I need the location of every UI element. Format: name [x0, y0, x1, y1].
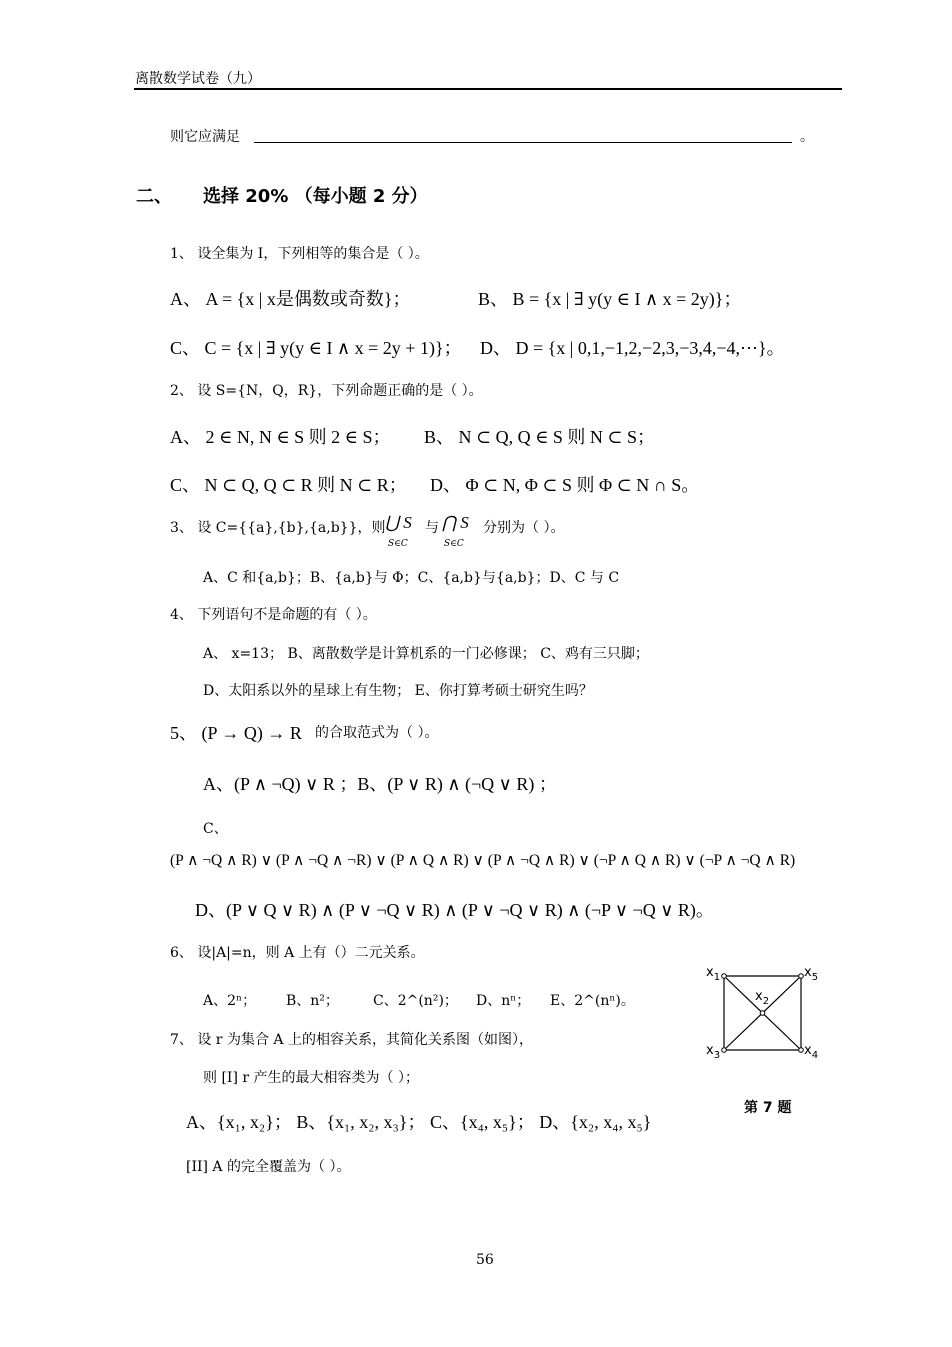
q3-union-expr: ⋃ S	[385, 513, 412, 532]
q4-stem: 4、 下列语句不是命题的有（ ）。	[170, 607, 377, 623]
q3-stem-post: 分别为（ ）。	[483, 520, 565, 536]
q4-options-line1: A、 x=13； B、离散数学是计算机系的一门必修课； C、鸡有三只脚；	[203, 646, 649, 662]
q7-part1: 则 [I] r 产生的最大相容类为（ ）；	[203, 1070, 419, 1086]
fill-suffix: 。	[800, 129, 814, 145]
q6-option-a: A、2ⁿ；	[203, 993, 257, 1009]
node-x3	[722, 1048, 727, 1053]
node-x4	[799, 1048, 804, 1053]
q1-option-b: B、 B = {x | ∃ y(y ∈ I ∧ x = 2y)}；	[478, 289, 742, 309]
q2-option-c: C、 N ⊂ Q, Q ⊂ R 则 N ⊂ R；	[170, 475, 407, 495]
q1-option-d: D、 D = {x | 0,1,−1,2,−2,3,−3,4,−4,⋯}。	[480, 338, 785, 358]
node-x5	[799, 974, 804, 979]
node-x2	[760, 1011, 765, 1016]
q2-option-b: B、 N ⊂ Q, Q ∈ S 则 N ⊂ S；	[424, 427, 656, 447]
q5-options-ab: A、(P ∧ ¬Q) ∨ R ；B、(P ∨ R) ∧ (¬Q ∨ R) ；	[203, 774, 557, 794]
label-x3: $x_3$	[706, 1043, 721, 1061]
q3-and: 与	[425, 520, 439, 536]
q4-options-line2: D、太阳系以外的星球上有生物； E、你打算考硕士研究生吗？	[203, 683, 593, 699]
q5-stem-expr: 5、 (P → Q) → R	[170, 723, 302, 743]
relation-graph-figure	[700, 962, 830, 1064]
q6-stem: 6、 设|A|=n，则 A 上有（）二元关系。	[170, 945, 425, 961]
label-x4: $x_4$	[804, 1043, 819, 1061]
label-x5: $x_5$	[804, 965, 819, 983]
label-x1: $x_1$	[706, 965, 721, 983]
q2-option-d: D、 Φ ⊂ N, Φ ⊂ S 则 Φ ⊂ N ∩ S。	[430, 475, 700, 495]
q6-option-d: D、nⁿ；	[476, 993, 531, 1009]
q1-option-c: C、 C = {x | ∃ y(y ∈ I ∧ x = 2y + 1)}；	[170, 338, 462, 358]
answer-blank-line	[254, 142, 792, 143]
fill-prefix: 则它应满足	[170, 129, 240, 145]
q3-stem-pre: 3、 设 C={{a},{b},{a,b}}，则	[170, 520, 386, 536]
page-number: 56	[476, 1252, 494, 1268]
node-x1	[722, 974, 727, 979]
q2-stem: 2、 设 S={N，Q，R}，下列命题正确的是（ ）。	[170, 383, 483, 399]
q5-option-c-label: C、	[203, 821, 228, 837]
q6-option-c: C、2^(n²)；	[373, 993, 458, 1009]
q1-option-a: A、 A = {x | x是偶数或奇数}；	[170, 289, 411, 309]
section-number: 二、	[136, 186, 172, 207]
q3-inter-subscript: S∈C	[444, 539, 464, 549]
q7-stem: 7、 设 r 为集合 A 上的相容关系，其简化关系图（如图），	[170, 1032, 533, 1048]
q5-stem-post: 的合取范式为（ ）。	[315, 725, 439, 741]
figure-caption: 第 7 题	[744, 1100, 792, 1116]
label-x2: $x_2$	[755, 989, 770, 1007]
header-rule	[134, 88, 842, 90]
q5-option-d: D、(P ∨ Q ∨ R) ∧ (P ∨ ¬Q ∨ R) ∧ (P ∨ ¬Q ∨ R) ∧ (¬P ∨ ¬Q ∨ R)。	[195, 900, 714, 920]
page-header: 离散数学试卷（九）	[135, 71, 261, 87]
q3-intersection-expr: ⋂ S	[442, 513, 469, 532]
q3-options: A、C 和{a,b}；B、{a,b}与 Φ；C、{a,b}与{a,b}；D、C 与 C	[203, 570, 620, 586]
q3-union-subscript: S∈C	[388, 539, 408, 549]
q6-option-b: B、n²；	[286, 993, 339, 1009]
q7-part2: [II] A 的完全覆盖为（ ）。	[186, 1159, 351, 1175]
q2-option-a: A、 2 ∈ N, N ∈ S 则 2 ∈ S；	[170, 427, 391, 447]
q6-option-e: E、2^(nⁿ)。	[550, 993, 635, 1009]
q7-options: A、{x₁, x₂}； B、{x₁, x₂, x₃}； C、{x₄, x₅}； D、{x₂, x₄, x₅}	[186, 1112, 652, 1132]
section-title: 选择 20% （每小题 2 分）	[203, 186, 428, 207]
q1-stem: 1、 设全集为 I，下列相等的集合是（ ）。	[170, 246, 429, 262]
q5-option-c-expr: (P ∧ ¬Q ∧ R) ∨ (P ∧ ¬Q ∧ ¬R) ∨ (P ∧ Q ∧ R) ∨ (P ∧ ¬Q ∧ R) ∨ (¬P ∧ Q ∧ R) ∨ (¬P ∧ ¬Q ∧ R)	[170, 852, 796, 869]
